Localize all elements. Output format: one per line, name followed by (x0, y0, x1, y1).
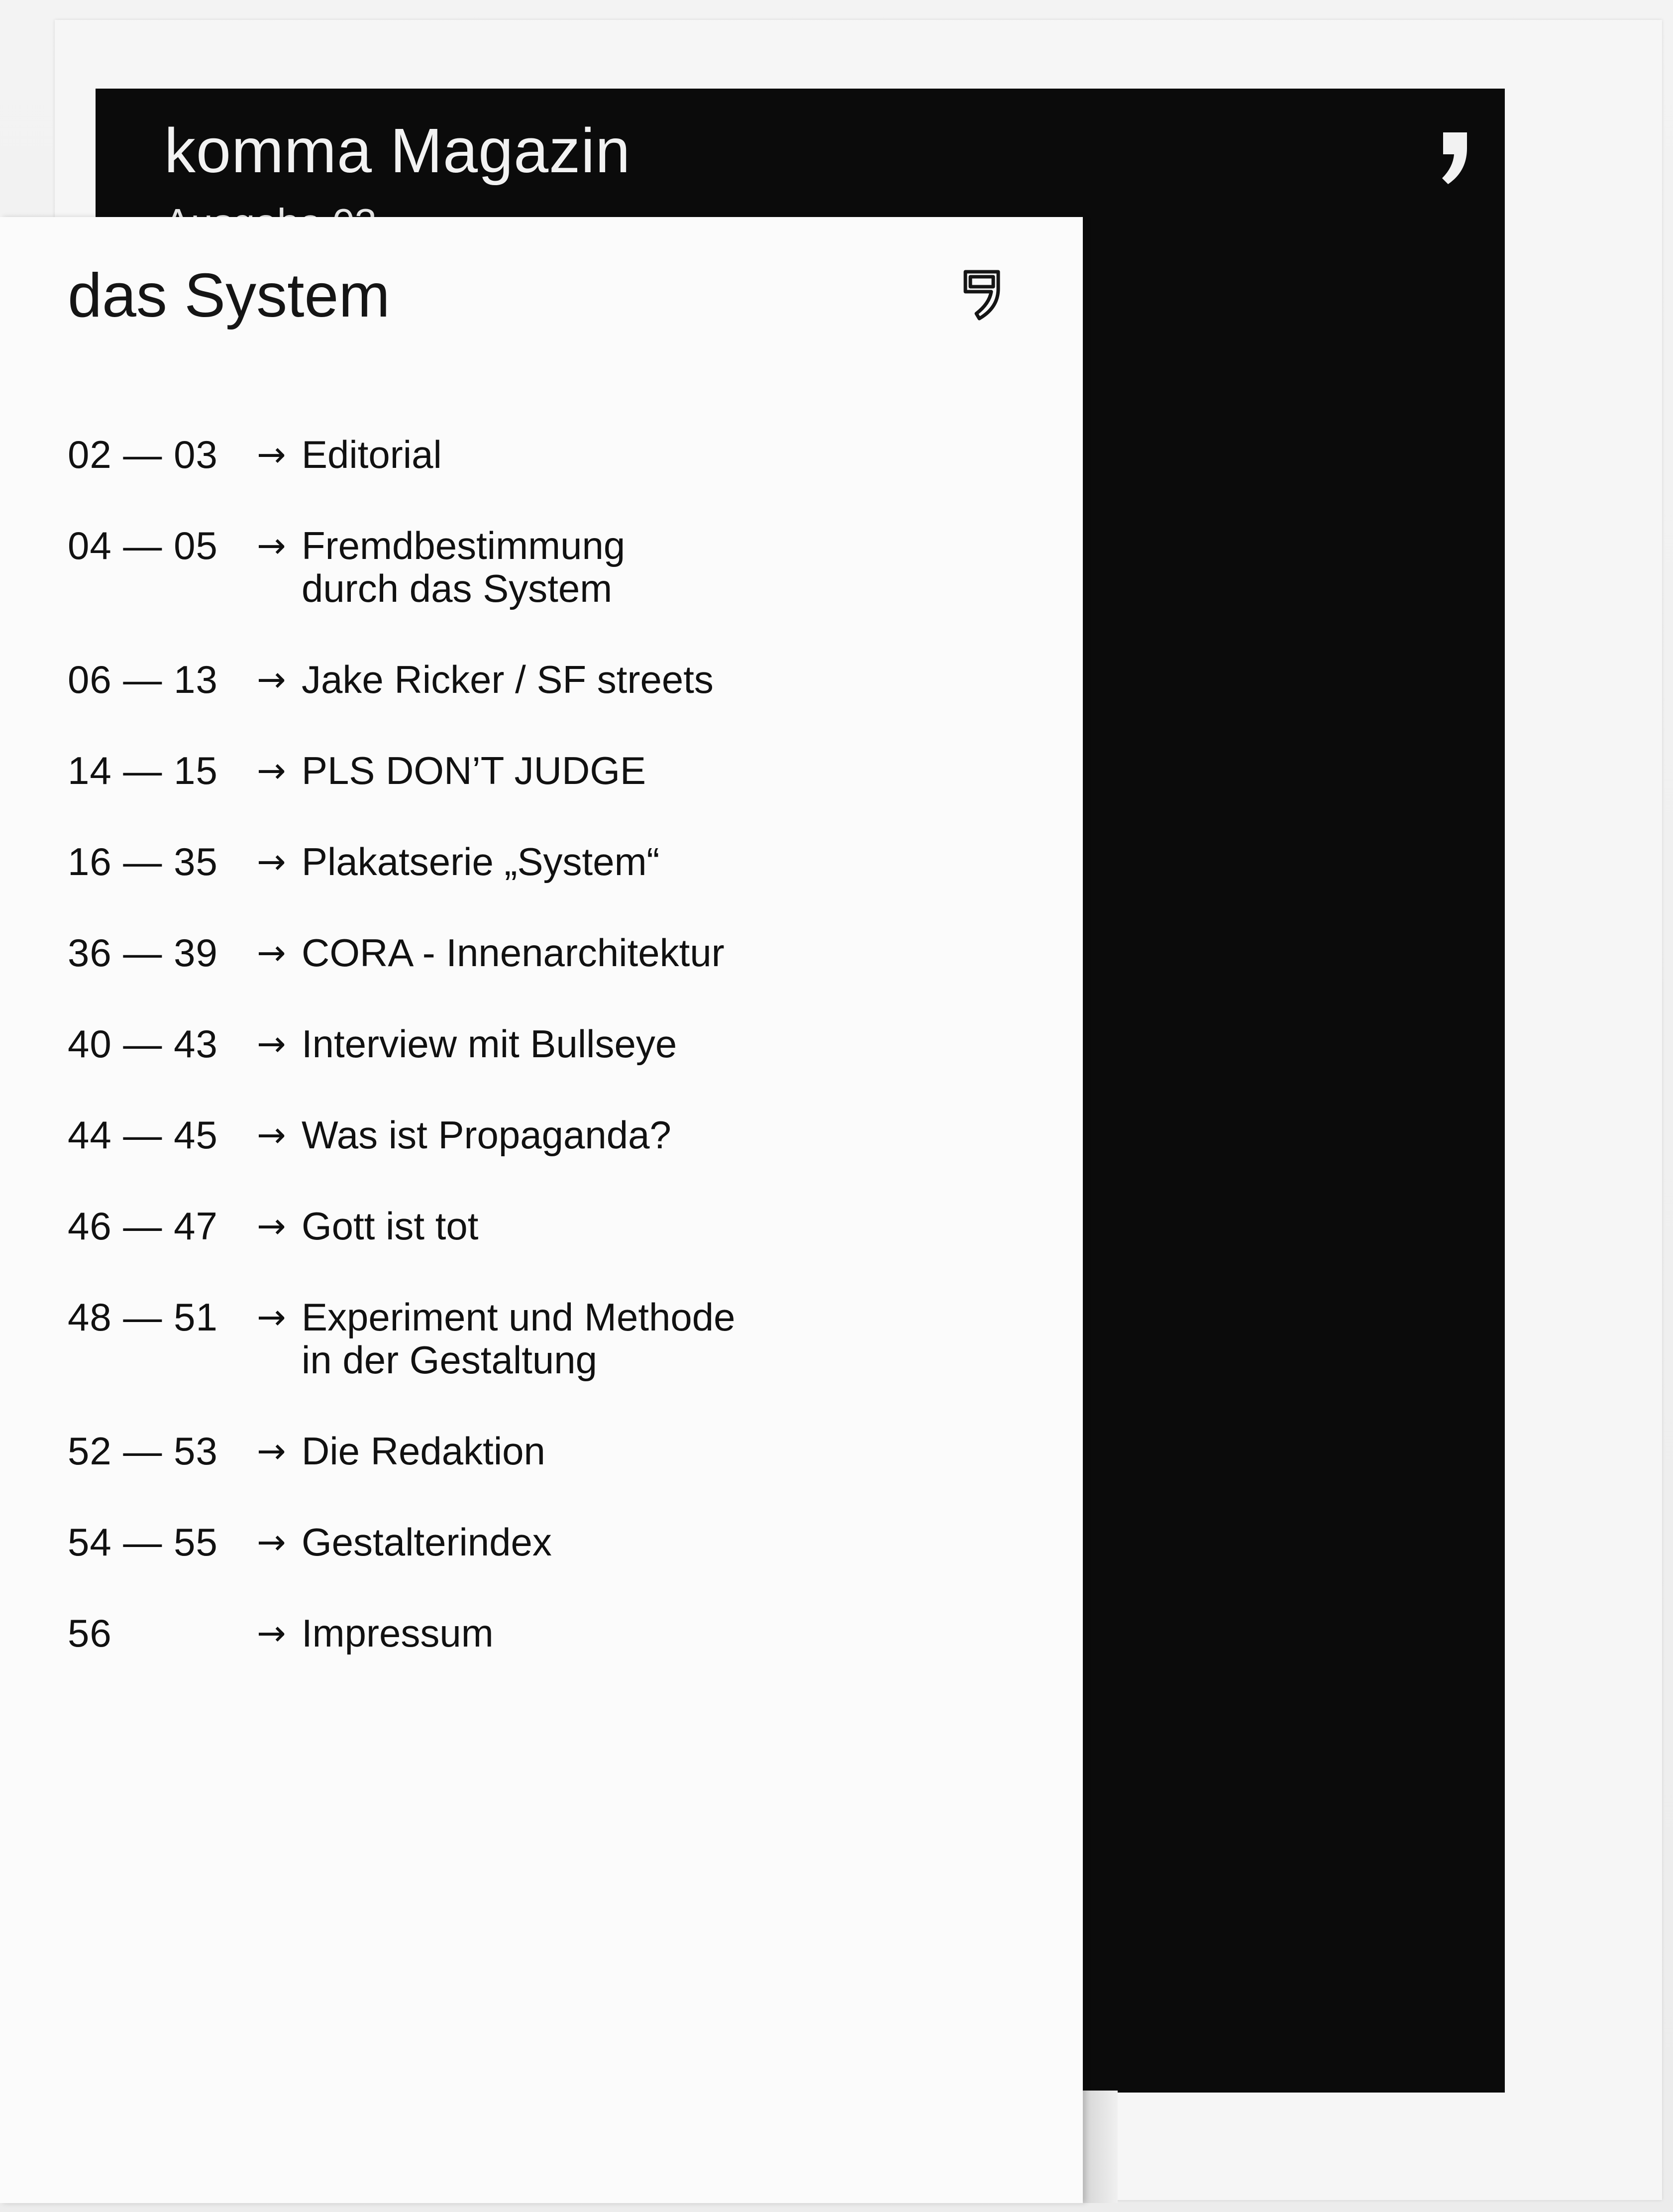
toc-entry-title: CORA - Innenarchitektur (302, 931, 725, 975)
arrow-right-icon: → (257, 1613, 286, 1654)
arrow-right-icon: → (257, 1522, 286, 1562)
toc-entry[interactable] (68, 1521, 1013, 1563)
arrow-right-icon: → (257, 659, 286, 700)
arrow-right-icon: → (257, 1114, 286, 1155)
toc-entry[interactable] (68, 1205, 1013, 1247)
toc-entry-title: Impressum (302, 1611, 494, 1655)
toc-entry-title: PLS DON’T JUDGE (302, 749, 646, 792)
toc-page-range: 36 — 39 (68, 931, 218, 975)
toc-entry[interactable] (68, 749, 1013, 792)
toc-entry-title: Gott ist tot (302, 1204, 479, 1248)
toc-entry[interactable] (68, 524, 1013, 610)
arrow-right-icon: → (257, 1023, 286, 1064)
toc-page-range: 56 (68, 1611, 112, 1655)
toc-entry[interactable] (68, 1430, 1013, 1472)
table-of-contents (68, 433, 1013, 1703)
arrow-right-icon: → (257, 1206, 286, 1246)
toc-page-range: 46 — 47 (68, 1204, 218, 1248)
page-edge-shadow (1083, 2091, 1118, 2203)
toc-entry[interactable] (68, 931, 1013, 974)
toc-entry[interactable] (68, 1296, 1013, 1381)
arrow-right-icon: → (257, 1431, 286, 1471)
cover-title: komma Magazin (164, 115, 631, 186)
toc-entry-title: Die Redaktion (302, 1429, 545, 1473)
toc-entry[interactable] (68, 658, 1013, 701)
comma-icon (1428, 128, 1473, 188)
komma-logo-icon (959, 267, 1004, 322)
toc-entry[interactable] (68, 840, 1013, 883)
toc-page-range: 02 — 03 (68, 433, 218, 476)
toc-entry-title: Experiment und Methode in der Gestaltung (302, 1295, 735, 1382)
arrow-right-icon: → (257, 1297, 286, 1337)
toc-page-range: 44 — 45 (68, 1113, 218, 1157)
toc-page-range: 16 — 35 (68, 840, 218, 884)
toc-page-range: 40 — 43 (68, 1022, 218, 1066)
toc-entry-title: Interview mit Bullseye (302, 1022, 677, 1066)
toc-page-range: 48 — 51 (68, 1295, 218, 1339)
toc-entry[interactable] (68, 1612, 1013, 1655)
toc-entry[interactable] (68, 433, 1013, 476)
toc-entry-title: Editorial (302, 433, 442, 476)
arrow-right-icon: → (257, 525, 286, 566)
arrow-right-icon: → (257, 434, 286, 475)
toc-entry-title: Jake Ricker / SF streets (302, 658, 714, 701)
page-title: das System (68, 261, 390, 330)
arrow-right-icon: → (257, 932, 286, 973)
toc-entry-title: Gestalterindex (302, 1520, 552, 1564)
toc-entry[interactable] (68, 1022, 1013, 1065)
toc-page-range: 06 — 13 (68, 658, 218, 701)
toc-entry-title: Was ist Propaganda? (302, 1113, 671, 1157)
toc-page-range: 14 — 15 (68, 749, 218, 792)
toc-page-range: 04 — 05 (68, 524, 218, 567)
toc-page-range: 54 — 55 (68, 1520, 218, 1564)
arrow-right-icon: → (257, 841, 286, 882)
arrow-right-icon: → (257, 750, 286, 791)
toc-page-range: 52 — 53 (68, 1429, 218, 1473)
toc-entry-title: Plakatserie „System“ (302, 840, 660, 884)
toc-entry[interactable] (68, 1113, 1013, 1156)
toc-entry-title: Fremdbestimmung durch das System (302, 524, 626, 610)
